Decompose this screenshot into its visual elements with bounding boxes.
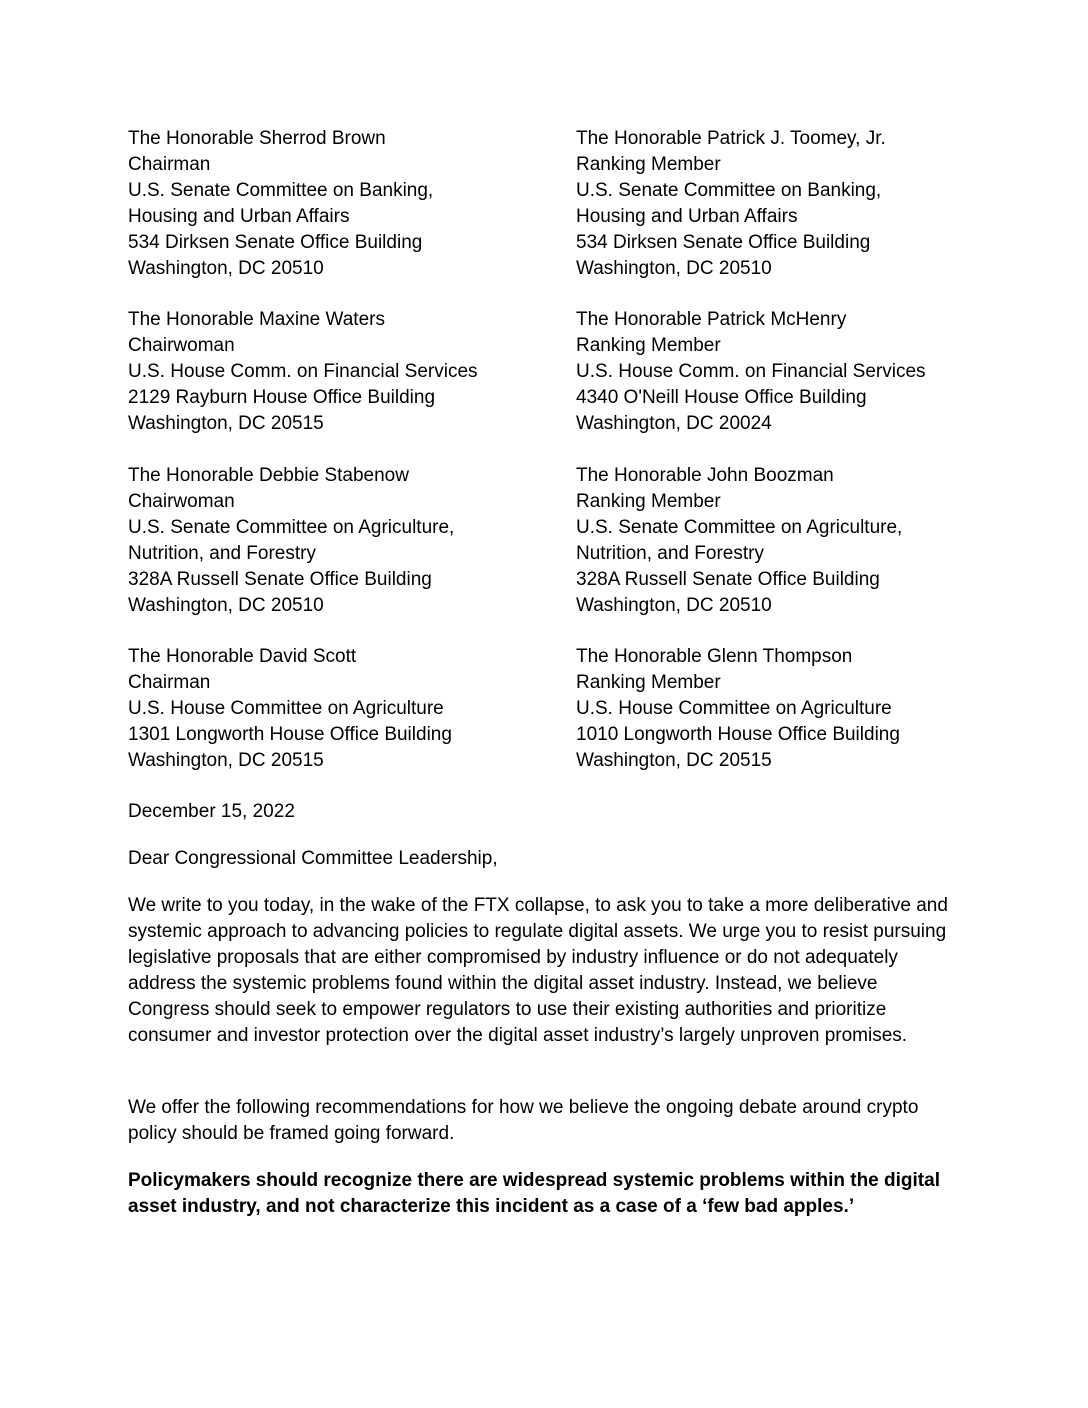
addressee-committee: U.S. Senate Committee on Banking, [128,180,434,201]
addressee-block-patrick-mchenry [576,307,1006,437]
addressee-row [128,126,968,282]
addressee-title: Chairwoman [128,335,235,356]
addressee-name: The Honorable Patrick McHenry [576,309,847,330]
addressee-city: Washington, DC 20510 [128,595,324,616]
addressee-office: 328A Russell Senate Office Building [576,569,880,590]
addressee-name: The Honorable Patrick J. Toomey, Jr. [576,128,886,149]
addressee-committee-cont: Housing and Urban Affairs [576,206,798,227]
addressee-title: Ranking Member [576,154,721,175]
addressee-block-glenn-thompson [576,644,1006,774]
addressee-city: Washington, DC 20510 [576,595,772,616]
addressee-committee-cont: Housing and Urban Affairs [128,206,350,227]
addressee-name: The Honorable Debbie Stabenow [128,465,409,486]
body-paragraph: We offer the following recommendations for how we believe the ongoing debate around crypto policy should be framed going forward. [128,1097,919,1144]
addressee-committee: U.S. Senate Committee on Banking, [576,180,882,201]
addressee-office: 4340 O'Neill House Office Building [576,387,867,408]
addressee-title: Chairman [128,154,211,175]
addressee-name: The Honorable John Boozman [576,465,834,486]
addressee-city: Washington, DC 20515 [128,750,324,771]
addressee-committee: U.S. House Committee on Agriculture [128,698,444,719]
addressee-city: Washington, DC 20510 [128,258,324,279]
addressee-title: Ranking Member [576,672,721,693]
addressee-title: Chairman [128,672,211,693]
addressee-name: The Honorable Glenn Thompson [576,646,853,667]
addressee-row [128,463,968,619]
addressee-city: Washington, DC 20515 [576,750,772,771]
addressee-office: 534 Dirksen Senate Office Building [576,232,871,253]
addressee-title: Ranking Member [576,335,721,356]
addressee-block-patrick-toomey [576,126,1006,282]
addressee-office: 534 Dirksen Senate Office Building [128,232,423,253]
addressee-committee: U.S. Senate Committee on Agriculture, [128,517,455,538]
addressee-block-maxine-waters [128,307,558,437]
addressee-grid [128,126,968,799]
addressee-office: 2129 Rayburn House Office Building [128,387,436,408]
addressee-committee-cont: Nutrition, and Forestry [128,543,316,564]
addressee-committee: U.S. House Comm. on Financial Services [576,361,926,382]
addressee-block-john-boozman [576,463,1006,619]
letter-salutation: Dear Congressional Committee Leadership, [128,848,498,869]
addressee-city: Washington, DC 20024 [576,413,772,434]
addressee-name: The Honorable Maxine Waters [128,309,385,330]
section-heading: Policymakers should recognize there are widespread systemic problems within the digital asset industry, and not characterize this incident as a case of a ‘few bad apples.’ [128,1170,940,1217]
letter-date: December 15, 2022 [128,801,295,822]
addressee-committee-cont: Nutrition, and Forestry [576,543,764,564]
addressee-office: 1010 Longworth House Office Building [576,724,900,745]
addressee-city: Washington, DC 20510 [576,258,772,279]
addressee-row [128,307,968,437]
addressee-name: The Honorable David Scott [128,646,357,667]
addressee-title: Ranking Member [576,491,721,512]
addressee-city: Washington, DC 20515 [128,413,324,434]
addressee-block-david-scott [128,644,558,774]
addressee-committee: U.S. House Committee on Agriculture [576,698,892,719]
addressee-block-sherrod-brown [128,126,558,282]
addressee-name: The Honorable Sherrod Brown [128,128,386,149]
addressee-row [128,644,968,774]
addressee-office: 328A Russell Senate Office Building [128,569,432,590]
addressee-committee: U.S. House Comm. on Financial Services [128,361,478,382]
addressee-committee: U.S. Senate Committee on Agriculture, [576,517,903,538]
addressee-office: 1301 Longworth House Office Building [128,724,452,745]
body-paragraph: We write to you today, in the wake of the FTX collapse, to ask you to take a more deliberative and systemic approach to advancing policies to regulate digital assets. We urge you to resist pursuing legislative proposals that are either compromised by industry influence or do not adequately address the systemic problems found within the digital asset industry. Instead, we believe Congress should seek to empower regulators to use their existing authorities and prioritize consumer and investor protection over the digital asset industry’s largely unproven promises. [128,895,948,1046]
addressee-block-debbie-stabenow [128,463,558,619]
addressee-title: Chairwoman [128,491,235,512]
